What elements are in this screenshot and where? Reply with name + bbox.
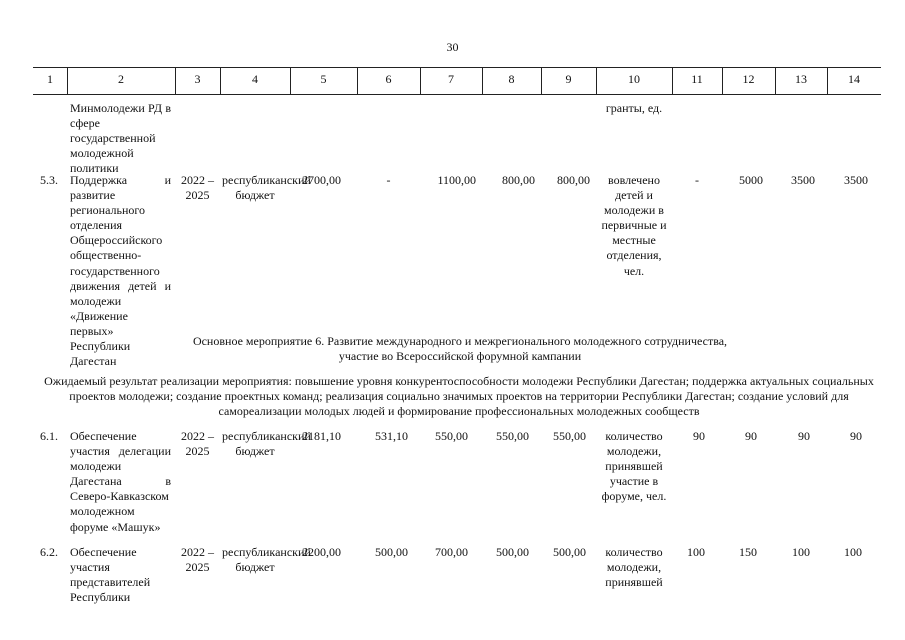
value-2023: 150 xyxy=(739,545,757,559)
amount-2022: 531,10 xyxy=(375,429,408,443)
table-top-border xyxy=(33,67,881,68)
value-2022: 100 xyxy=(687,545,705,559)
value-2022: 90 xyxy=(693,429,705,443)
column-header: 12 xyxy=(742,72,755,86)
indicator-name: вовлечено детей и молодежи в первичные и местные отделения, чел. xyxy=(601,173,667,278)
column-header: 8 xyxy=(508,72,515,86)
section-heading: Основное мероприятие 6. Развитие международного и межрегионального молодежного сотрудничества, участие во Всероссийской форумной кампании xyxy=(192,334,728,363)
total-amount: 2200,00 xyxy=(302,545,341,559)
column-header: 1 xyxy=(47,72,53,86)
measure-name: Обеспечение участия представителей Республики xyxy=(70,545,151,605)
column-header: 11 xyxy=(691,72,703,86)
total-amount: 2700,00 xyxy=(302,173,341,187)
amount-2025: 800,00 xyxy=(557,173,590,187)
value-2024: 90 xyxy=(798,429,810,443)
period: 2022 – 2025 xyxy=(181,429,214,459)
value-2024: 100 xyxy=(792,545,810,559)
row-number: 5.3. xyxy=(40,173,58,187)
row-number: 6.1. xyxy=(40,429,58,443)
amount-2022: 500,00 xyxy=(375,545,408,559)
column-header: 14 xyxy=(848,72,860,86)
period: 2022 – 2025 xyxy=(181,173,214,203)
column-header: 9 xyxy=(565,72,572,86)
value-2024: 3500 xyxy=(791,173,815,187)
amount-2024: 800,00 xyxy=(502,173,535,187)
period: 2022 – 2025 xyxy=(181,545,214,575)
amount-2022: - xyxy=(386,173,391,187)
value-2023: 90 xyxy=(745,429,757,443)
funding-source: республиканский бюджет xyxy=(222,429,311,459)
measure-name: Поддержка и развитие регионального отделения Общероссийского общественно-государственного движения детей и молодежи «Движение первых» Республики Дагестан xyxy=(70,173,171,369)
page-number: 30 xyxy=(446,40,459,54)
value-2025: 3500 xyxy=(844,173,868,187)
measure-name: Обеспечение участия делегации молодежи Дагестана в Северо-Кавказском молодежном форуме «Машук» xyxy=(70,429,171,534)
indicator-name: гранты, ед. xyxy=(605,101,663,115)
indicator-name: количество молодежи, принявшей участие в форуме, чел. xyxy=(601,429,667,504)
expected-result: Ожидаемый результат реализации мероприятия: повышение уровня конкурентоспособности молодежи Республики Дагестан; поддержка актуальных социальных проектов молодежи; создание проектных команд; реализация социально значимых проектов на территории Республики Дагестан; создание условий для самореализации молодых людей и формирование профессиональных молодежных сообществ xyxy=(44,374,874,418)
indicator-name: количество молодежи, принявшей xyxy=(605,545,663,590)
funding-source: республиканский бюджет xyxy=(222,545,311,575)
amount-2025: 500,00 xyxy=(553,545,586,559)
funding-source: республиканский бюджет xyxy=(222,173,311,203)
column-header: 5 xyxy=(320,72,327,86)
header-bottom-border xyxy=(33,94,881,95)
amount-2024: 500,00 xyxy=(496,545,529,559)
column-header: 2 xyxy=(118,72,124,86)
amount-2023: 550,00 xyxy=(435,429,468,443)
measure-name: Минмолодежи РД в сфере государственной молодежной политики xyxy=(70,101,171,176)
column-header: 7 xyxy=(448,72,454,86)
amount-2023: 1100,00 xyxy=(437,173,476,187)
column-header: 13 xyxy=(795,72,807,86)
amount-2024: 550,00 xyxy=(496,429,529,443)
amount-2023: 700,00 xyxy=(435,545,468,559)
total-amount: 2181,10 xyxy=(302,429,341,443)
column-header: 10 xyxy=(628,72,640,86)
value-2025: 100 xyxy=(844,545,862,559)
value-2023: 5000 xyxy=(739,173,763,187)
column-header: 6 xyxy=(385,72,392,86)
column-header: 4 xyxy=(252,72,258,86)
column-header: 3 xyxy=(194,72,201,86)
row-number: 6.2. xyxy=(40,545,58,559)
value-2025: 90 xyxy=(850,429,862,443)
value-2022: - xyxy=(695,173,699,187)
amount-2025: 550,00 xyxy=(553,429,586,443)
